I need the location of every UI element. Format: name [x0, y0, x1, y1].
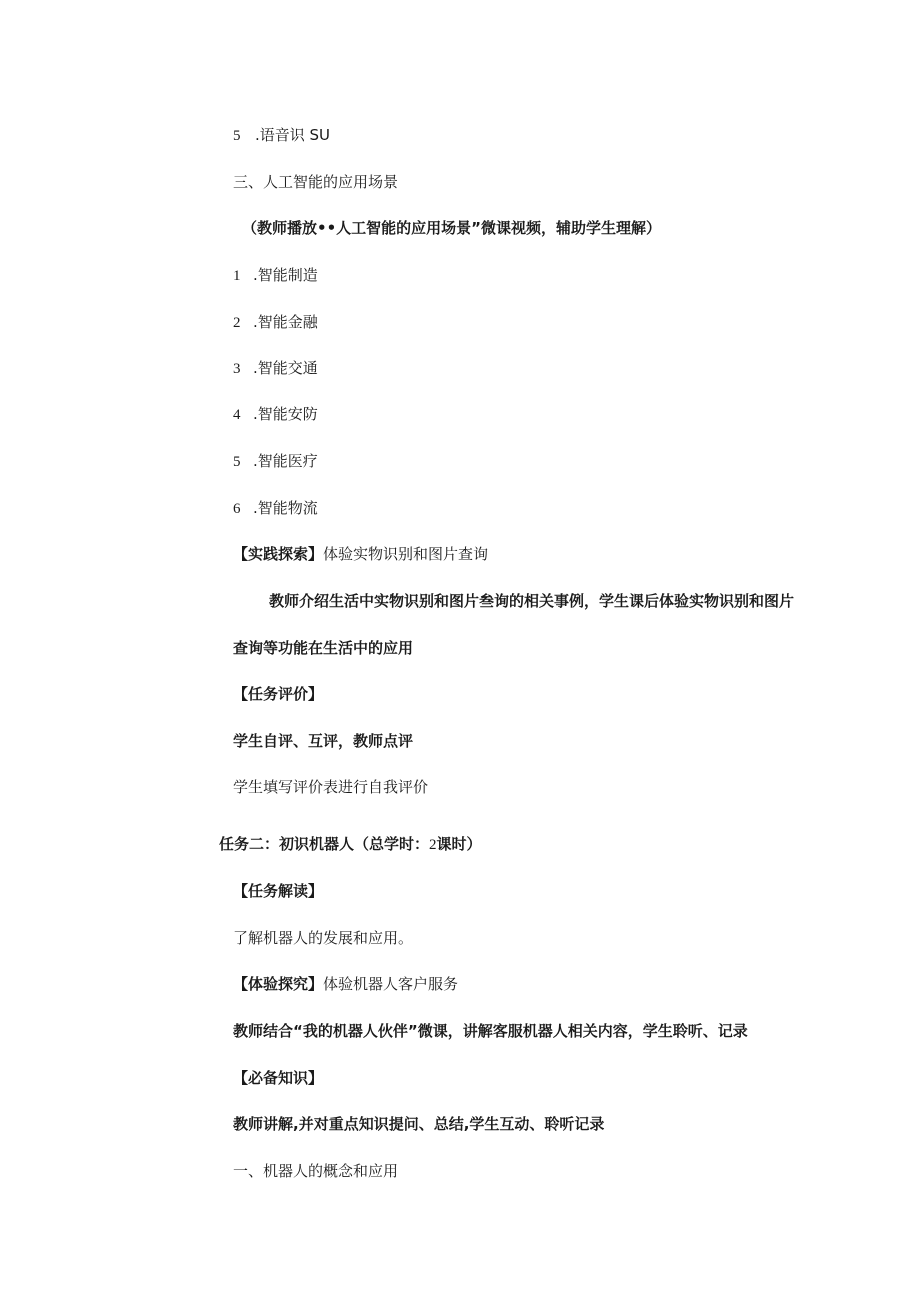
heading-text: 【任务评价】 — [233, 685, 324, 703]
list-text: .智能医疗 — [253, 452, 318, 470]
list-item-smart-manufacturing — [233, 265, 318, 286]
list-item-smart-logistics — [233, 498, 318, 519]
paragraph-text: 教师介绍生活中实物识别和图片叁询的相关事例，学生课后体验实物识别和图片 — [269, 592, 795, 610]
paragraph-text: 查询等功能在生活中的应用 — [233, 639, 414, 657]
list-number: 4 — [233, 407, 241, 423]
list-item-smart-medical — [233, 451, 318, 472]
paragraph-line-1 — [269, 591, 794, 611]
practice-exploration — [233, 544, 488, 564]
paragraph-line-2 — [233, 638, 413, 658]
list-number: 5 — [233, 128, 241, 144]
list-text: .智能金融 — [253, 313, 318, 331]
heading-text: 【任务解读】 — [233, 882, 324, 900]
teacher-note-video — [242, 218, 661, 238]
list-number: 1 — [233, 268, 241, 284]
section-heading-robot-concept — [233, 1161, 398, 1181]
evaluation-form-note — [233, 777, 428, 797]
body-text: 教师讲解,并对重点知识提问、总结,学生互动、聆听记录 — [233, 1115, 605, 1133]
task-two-heading — [219, 834, 482, 855]
task-interpretation-heading — [233, 881, 323, 901]
list-item-smart-finance — [233, 312, 318, 333]
list-item-smart-security — [233, 404, 318, 425]
section-heading-ai-scenarios — [233, 172, 398, 192]
body-text: 教师结合“我的机器人伙伴”微课，讲解客服机器人相关内容，学生聆听、记录 — [233, 1022, 748, 1040]
list-text: .语音识 SU — [255, 126, 331, 144]
body-text: 学生自评、互评，教师点评 — [233, 732, 414, 750]
heading-text-suffix: 课时） — [436, 835, 482, 853]
heading-text: 任务二：初识机器人（总学时： — [219, 835, 430, 853]
note-text: （教师播放••人工智能的应用场景”微课视频，辅助学生理解） — [242, 219, 662, 237]
list-text: .智能安防 — [253, 405, 318, 423]
heading-text: 一、机器人的概念和应用 — [233, 1162, 399, 1180]
teacher-explanation-line — [233, 1114, 604, 1134]
body-text: 了解机器人的发展和应用。 — [233, 929, 414, 947]
list-number: 3 — [233, 361, 241, 377]
hours-number: 2 — [429, 837, 437, 853]
heading-text: 三、人工智能的应用场景 — [233, 173, 399, 191]
bracket-label: 【实践探索】 — [233, 545, 324, 563]
list-text: .智能制造 — [253, 266, 318, 284]
list-item-smart-transport — [233, 358, 318, 379]
label-text: 体验实物识别和图片查询 — [323, 545, 489, 563]
heading-text: 【必备知识】 — [233, 1069, 324, 1087]
list-number: 6 — [233, 501, 241, 517]
list-text: .智能物流 — [253, 499, 318, 517]
list-text: .智能交通 — [253, 359, 318, 377]
list-number: 5 — [233, 454, 241, 470]
essential-knowledge-heading — [233, 1068, 323, 1088]
experience-inquiry — [233, 974, 458, 994]
list-number: 2 — [233, 315, 241, 331]
label-text: 体验机器人客户服务 — [323, 975, 459, 993]
task-evaluation-heading — [233, 684, 323, 704]
task-interpretation-text — [233, 928, 413, 948]
bracket-label: 【体验探究】 — [233, 975, 324, 993]
body-text: 学生填写评价表进行自我评价 — [233, 778, 429, 796]
evaluation-methods — [233, 731, 413, 751]
list-item-speech-recognition — [233, 125, 330, 146]
teacher-combine-line — [233, 1021, 748, 1041]
